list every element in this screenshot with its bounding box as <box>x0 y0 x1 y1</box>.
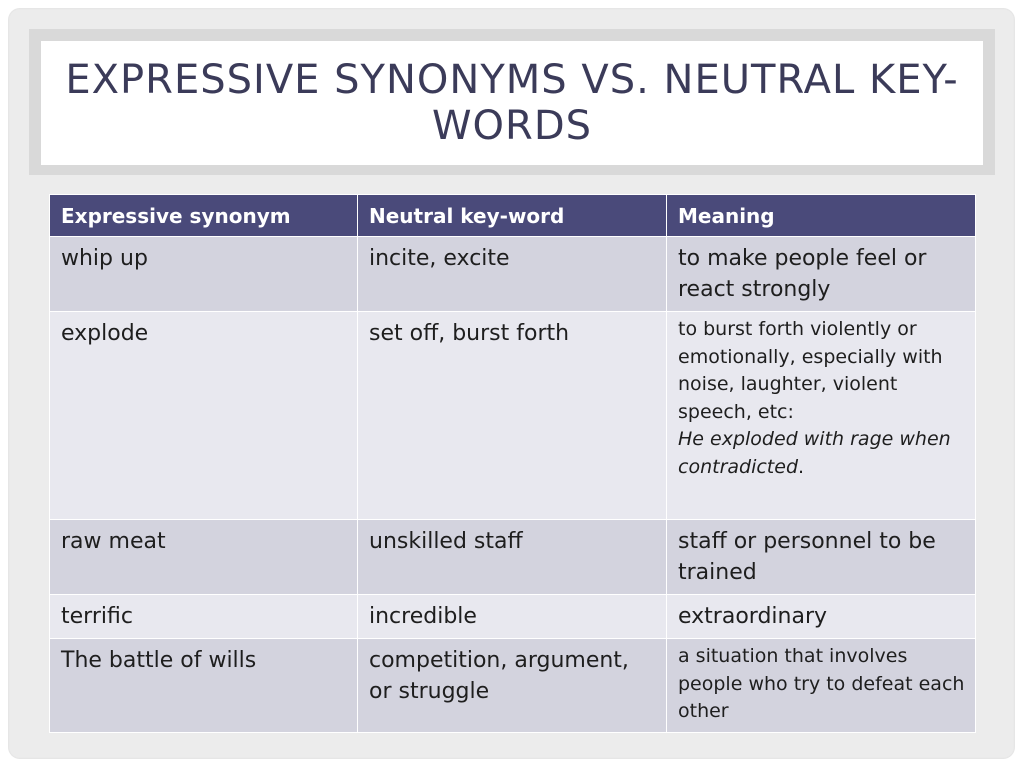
cell-meaning <box>667 312 976 520</box>
cell-meaning: extraordinary <box>667 595 976 639</box>
cell-expressive: explode <box>50 312 358 520</box>
cell-expressive: whip up <box>50 237 358 312</box>
header-neutral-key-word: Neutral key-word <box>358 195 667 237</box>
table-row <box>50 639 976 733</box>
cell-neutral: incredible <box>358 595 667 639</box>
cell-neutral: competition, argument, or struggle <box>358 639 667 733</box>
meaning-example-period: . <box>798 455 805 478</box>
cell-neutral: incite, excite <box>358 237 667 312</box>
cell-expressive: The battle of wills <box>50 639 358 733</box>
title-panel <box>41 41 983 165</box>
slide-title: EXPRESSIVE SYNONYMS VS. NEUTRAL KEY-WORDS <box>65 57 959 149</box>
table-row <box>50 595 976 639</box>
cell-neutral: unskilled staff <box>358 520 667 595</box>
cell-expressive: raw meat <box>50 520 358 595</box>
table-row <box>50 520 976 595</box>
table-row <box>50 312 976 520</box>
cell-expressive: terrific <box>50 595 358 639</box>
table-row <box>50 237 976 312</box>
cell-meaning: staff or personnel to be trained <box>667 520 976 595</box>
synonyms-table <box>49 194 976 733</box>
header-expressive-synonym: Expressive synonym <box>50 195 358 237</box>
meaning-definition: to burst forth violently or emotionally, especially with noise, laughter, violent speech, etc: <box>678 318 943 423</box>
table-header-row <box>50 195 976 237</box>
meaning-example: He exploded with rage when contradicted <box>678 428 951 478</box>
cell-neutral: set off, burst forth <box>358 312 667 520</box>
cell-meaning: to make people feel or react strongly <box>667 237 976 312</box>
cell-meaning: a situation that involves people who try to defeat each other <box>667 639 976 733</box>
header-meaning: Meaning <box>667 195 976 237</box>
